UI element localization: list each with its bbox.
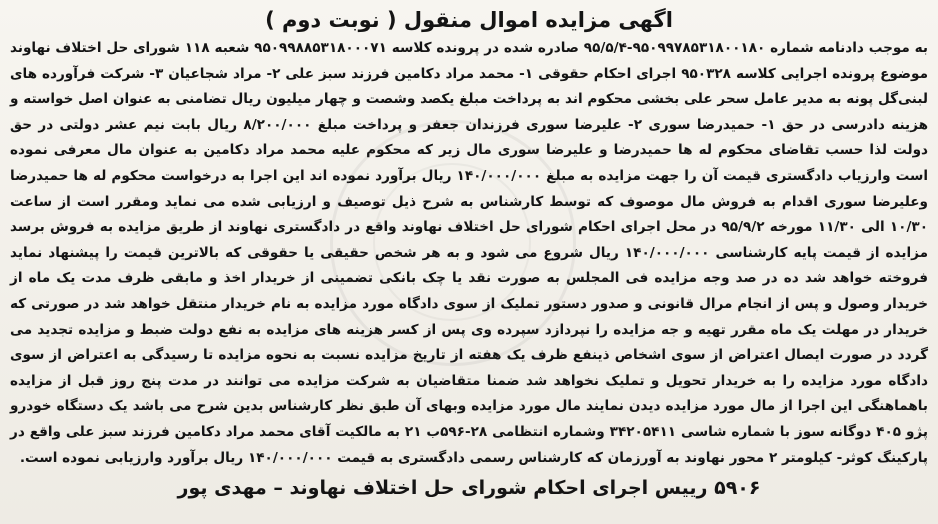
notice-signature: ۵۹۰۶ رییس اجرای احکام شورای حل اختلاف نهاوند – مهدی پور [177, 477, 761, 500]
notice-title: اگهی مزایده اموال منقول ( نوبت دوم ) [265, 8, 673, 32]
notice-body: به موجب دادنامه شماره ۹۵۰۹۹۷۸۵۳۱۸۰۰۱۸۰-۹۵/۵/۴ صادره شده در پرونده کلاسه ۹۵۰۹۹۸۸۵۳۱۸۰۰۰۷۱ شعبه ۱۱۸ شورای حل اختلاف نهاوند موضوع پرونده اجرایی کلاسه ۹۵۰۳۲۸ اجرای احکام حقوقی ۱- محمد مراد دکامین فرزند سبز علی ۲- مراد شجاعیان ۳- شرکت فرآورده های لبنی‌گل پونه به مدیر عامل سحر علی بخشی محکوم اند به پرداخت مبلغ یکصد وشصت و چهار میلیون ریال تضامنی به عنوان اصل خواسته و هزینه دادرسی در حق ۱- حمیدرضا سوری ۲- علیرضا سوری فرزندان جعفر و پرداخت مبلغ ۸/۲۰۰/۰۰۰ ریال بابت نیم عشر دولتی در حق دولت لذا حسب تقاضای محکوم له ها حمیدرضا و علیرضا سوری مال زیر که محکوم علیه محمد مراد دکامین به عنوان مال معرفی نموده است وارزیاب دادگستری قیمت آن را جهت مزایده به مبلغ ۱۴۰/۰۰۰/۰۰۰ ریال برآورد نموده اند این اجرا به درخواست محکوم له ها حمیدرضا وعلیرضا سوری اقدام به فروش مال موصوف که توسط کارشناس به شرح ذیل توصیف و ارزیابی شده می نماید ومقرر است از ساعت ۱۰/۳۰ الی ۱۱/۳۰ مورخه ۹۵/۹/۲ در محل اجرای احکام شورای حل اختلاف نهاوند واقع در دادگستری نهاوند از طریق مزایده به فروش برسد مزایده از قیمت پایه کارشناسی ۱۴۰/۰۰۰/۰۰۰ ریال شروع می شود و به هر شخص حقیقی یا حقوقی که بالاترین قیمت را پیشنهاد نماید فروخته خواهد شد ده در صد وجه مزایده فی المجلس به صورت نقد یا چک بانکی تضمینی از خریدار اخذ و مابقی ظرف مدت یک ماه از خریدار وصول و پس از انجام مرال قانونی و صدور دستور تملیک از سوی دادگاه مورد مزایده به نام خریدار منتقل خواهد شد در صورتی که خریدار در مهلت یک ماه مقرر تهیه و جه مزایده را نپردازد سپرده وی پس از کسر هزینه های مزایده به نفع دولت ضبط و مزایده تجدید می گردد در صورت ایصال اعتراض از سوی اشخاص ذینفع ظرف یک هفته از تاریخ مزایده نسبت به نحوه مزایده تا رسیدگی به اعتراض از سوی دادگاه مورد مزایده را به خریدار تحویل و تملیک نخواهد شد ضمنا متقاضیان به شرکت مزایده می توانند در مدت پنج روز قبل از مزایده باهماهنگی این اجرا از مال مورد مزایده دیدن نمایند مال مورد مزایده وبهای آن طبق نظر کارشناس بدین شرح می باشد یک دستگاه خودرو پژو ۴۰۵ دوگانه سوز با شماره شاسی ۳۴۲۰۵۴۱۱ وشماره انتظامی ۲۸-۵۹۶ب ۲۱ به مالکیت آقای محمد مراد دکامین فرزند سبز علی واقع در پارکینگ کوثر- کیلومتر ۲ محور نهاوند به آورزمان که کارشناس رسمی دادگستری به قیمت ۱۴۰/۰۰۰/۰۰۰ ریال برآورد وارزیابی نموده است. [10, 40, 928, 466]
